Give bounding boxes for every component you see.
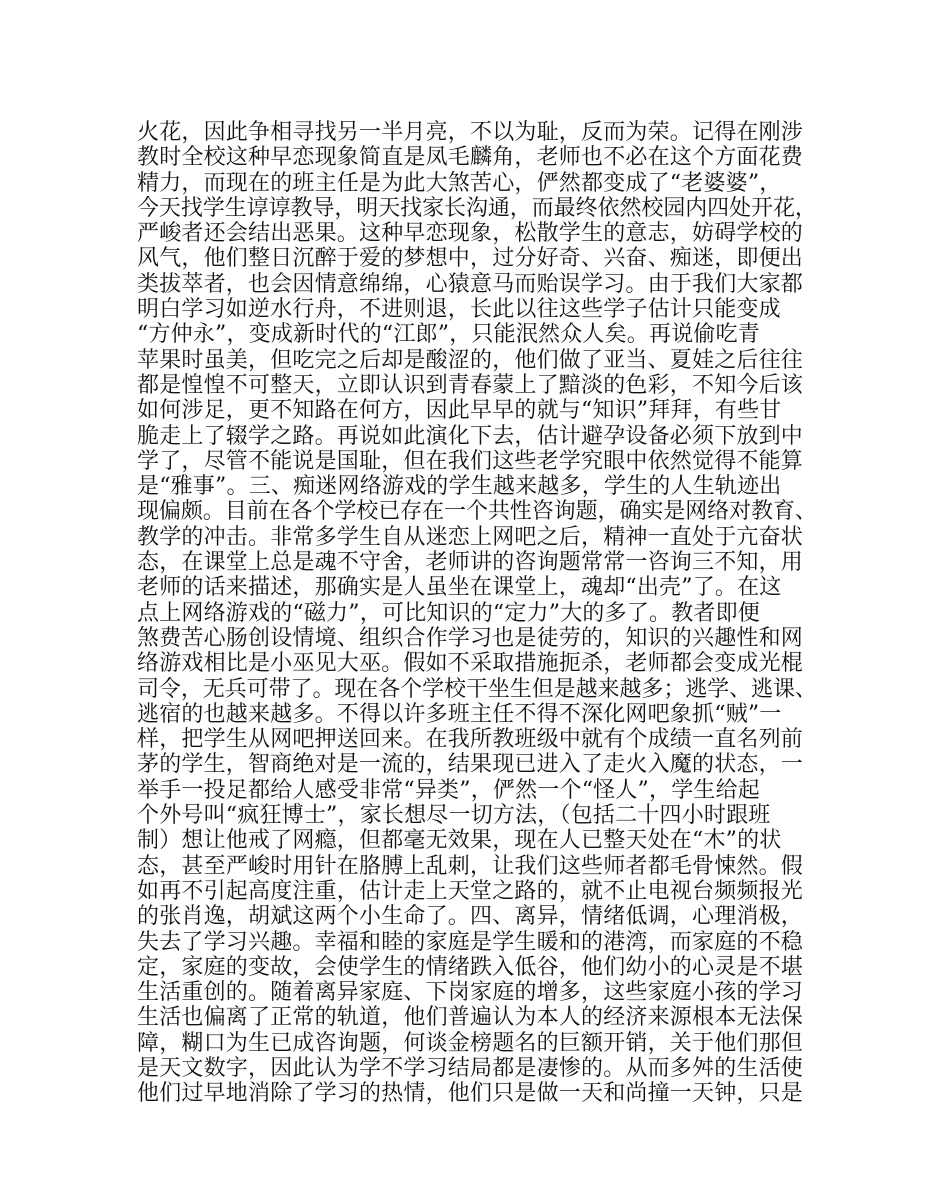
text-line: 教学的冲击。非常多学生自从迷恋上网吧之后，精神一直处于亢奋状 (137, 524, 804, 550)
text-line: 生活也偏离了正常的轨道，他们普遍认为本人的经济来源根本无法保 (137, 1005, 804, 1031)
text-line: 都是惶惶不可整天，立即认识到青春蒙上了黯淡的色彩，不知今后该 (137, 372, 804, 398)
text-line: 制）想让他戒了网瘾，但都毫无效果，现在人已整天处在“木”的状 (137, 828, 782, 854)
text-line: 逃宿的也越来越多。不得以许多班主任不得不深化网吧象抓“贼”一 (137, 701, 782, 727)
text-line: 个外号叫“疯狂博士”，家长想尽一切方法，（包括二十四小时跟班 (137, 803, 771, 829)
text-line: 今天找学生谆谆教导，明天找家长沟通，而最终依然校园内四处开花， (137, 195, 817, 221)
text-line: 精力，而现在的班主任是为此大煞苦心，俨然都变成了“老婆婆”， (137, 170, 782, 196)
text-line: 点上网络游戏的“磁力”，可比知识的“定力”大的多了。教者即便 (137, 600, 760, 626)
text-line: 态，在课堂上总是魂不守舍，老师讲的咨询题常常一咨询三不知，用 (137, 550, 804, 576)
text-line: 类拔萃者，也会因情意绵绵，心猿意马而贻误学习。由于我们大家都 (137, 271, 804, 297)
text-line: 定，家庭的变故，会使学生的情绪跌入低谷，他们幼小的心灵是不堪 (137, 954, 804, 980)
text-line: 举手一投足都给人感受非常“异类”，俨然一个“怪人”，学生给起 (137, 777, 760, 803)
text-line: 学了，尽管不能说是国耻，但在我们这些老学究眼中依然觉得不能算 (137, 448, 804, 474)
text-line: 是天文数字，因此认为学不学习结局都是凄惨的。从而多舛的生活使 (137, 1055, 804, 1081)
text-line: 的张肖逸，胡斌这两个小生命了。四、离异，情绪低调，心理消极， (137, 904, 804, 930)
text-line: 态，甚至严峻时用针在胳膊上乱刺，让我们这些师者都毛骨悚然。假 (137, 853, 804, 879)
text-line: 明白学习如逆水行舟，不进则退，长此以往这些学子估计只能变成 (137, 297, 781, 323)
text-line: 障，糊口为生已成咨询题，何谈金榜题名的巨额开销，关于他们那但 (137, 1030, 804, 1056)
text-line: “方仲永”，变成新时代的“江郎”，只能泯然众人矣。再说偷吃青 (137, 322, 760, 348)
text-line: 风气，他们整日沉醉于爱的梦想中，过分好奇、兴奋、痴迷，即便出 (137, 246, 804, 272)
text-line: 生活重创的。随着离异家庭、下岗家庭的增多，这些家庭小孩的学习 (137, 980, 804, 1006)
text-line: 脆走上了辍学之路。再说如此演化下去，估计避孕设备必须下放到中 (137, 423, 804, 449)
text-line: 茅的学生，智商绝对是一流的，结果现已进入了走火入魔的状态，一 (137, 752, 804, 778)
text-line: 煞费苦心肠创设情境、组织合作学习也是徒劳的，知识的兴趣性和网 (137, 625, 804, 651)
text-line: 老师的话来描述，那确实是人虽坐在课堂上，魂却“出壳”了。在这 (137, 575, 782, 601)
text-line: 现偏颇。目前在各个学校已存在一个共性咨询题，确实是网络对教育、 (137, 499, 817, 525)
text-line: 司令，无兵可带了。现在各个学校干坐生但是越来越多；逃学、逃课、 (137, 676, 817, 702)
text-line: 火花，因此争相寻找另一半月亮，不以为耻，反而为荣。记得在刚涉 (137, 120, 804, 145)
text-line: 严峻者还会结出恶果。这种早恋现象，松散学生的意志，妨碍学校的 (137, 221, 804, 247)
text-line: 苹果时虽美，但吃完之后却是酸涩的，他们做了亚当、夏娃之后往往 (137, 347, 804, 373)
text-line: 如再不引起高度注重，估计走上天堂之路的，就不止电视台频频报光 (137, 878, 804, 904)
text-line: 他们过早地消除了学习的热情，他们只是做一天和尚撞一天钟，只是 (137, 1081, 804, 1107)
text-line: 是“雅事”。三、痴迷网络游戏的学生越来越多，学生的人生轨迹出 (137, 474, 782, 500)
text-line: 络游戏相比是小巫见大巫。假如不采取措施扼杀，老师都会变成光棍 (137, 651, 804, 677)
body-text (137, 120, 817, 1107)
text-line: 样，把学生从网吧押送回来。在我所教班级中就有个成绩一直名列前 (137, 727, 804, 753)
text-line: 如何涉足，更不知路在何方，因此早早的就与“知识”拜拜，有些甘 (137, 398, 782, 424)
text-line: 失去了学习兴趣。幸福和睦的家庭是学生暖和的港湾，而家庭的不稳 (137, 929, 804, 955)
text-line: 教时全校这种早恋现象简直是凤毛麟角，老师也不必在这个方面花费 (137, 145, 804, 171)
